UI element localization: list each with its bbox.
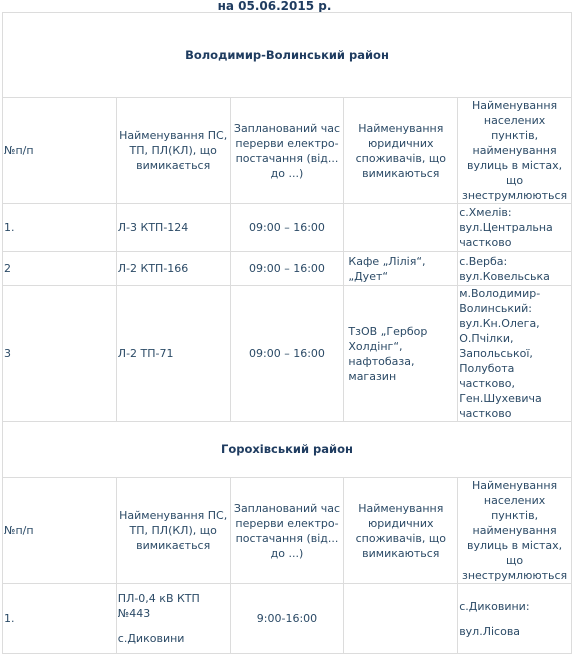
region-title: Горохівський район — [3, 422, 572, 478]
row-location-line1: с.Диковини: — [459, 599, 530, 613]
header-locations: Найменування населених пунктів, найменування вулиць в містах, що знеструмлюються — [458, 98, 572, 204]
table-row — [3, 286, 572, 422]
header-consumers: Найменування юридичних споживачів, що вимикаються — [344, 98, 458, 204]
table-header-row — [3, 478, 572, 584]
row-name-line1: ПЛ-0,4 кВ КТП №443 — [117, 592, 200, 620]
region-row — [3, 422, 572, 478]
header-name: Найменування ПС, ТП, ПЛ(КЛ), що вимикається — [116, 478, 230, 584]
header-locations: Найменування населених пунктів, найменування вулиць в містах, що знеструмлюються — [458, 478, 572, 584]
row-name: Л-2 КТП-166 — [116, 252, 230, 286]
row-consumers — [344, 584, 458, 654]
table-row — [3, 204, 572, 252]
row-time: 9:00-16:00 — [230, 584, 344, 654]
row-time: 09:00 – 16:00 — [230, 286, 344, 422]
row-name — [116, 584, 230, 654]
region-title: Володимир-Волинський район — [3, 13, 572, 98]
outage-table — [2, 12, 572, 654]
header-num: №п/п — [3, 98, 117, 204]
row-consumers: Кафе „Лілія“, „Дует“ — [344, 252, 458, 286]
header-consumers: Найменування юридичних споживачів, що вимикаються — [344, 478, 458, 584]
row-num: 2 — [3, 252, 117, 286]
row-location — [458, 584, 572, 654]
header-num: №п/п — [3, 478, 117, 584]
row-name: Л-2 ТП-71 — [116, 286, 230, 422]
row-num: 1. — [3, 204, 117, 252]
table-row — [3, 252, 572, 286]
row-location: с.Верба: вул.Ковельська — [458, 252, 572, 286]
row-name-line2: с.Диковини — [117, 632, 185, 645]
header-name: Найменування ПС, ТП, ПЛ(КЛ), що вимикається — [116, 98, 230, 204]
row-time: 09:00 – 16:00 — [230, 252, 344, 286]
region-row — [3, 13, 572, 98]
row-num: 3 — [3, 286, 117, 422]
spacer — [118, 621, 229, 631]
row-consumers — [344, 204, 458, 252]
row-consumers: ТзОВ „Гербор Холдінг“, нафтобаза, магазин — [344, 286, 458, 422]
spacer — [459, 614, 570, 624]
row-time: 09:00 – 16:00 — [230, 204, 344, 252]
date-title: на 05.06.2015 р. — [217, 0, 332, 13]
table-header-row — [3, 98, 572, 204]
header-time: Запланований час перерви електро-постачання (від... до ...) — [230, 478, 344, 584]
row-name: Л-3 КТП-124 — [116, 204, 230, 252]
row-num: 1. — [3, 584, 117, 654]
row-location: с.Хмелів: вул.Центральна частково — [458, 204, 572, 252]
row-location: м.Володимир-Волинський: вул.Кн.Олега, О.Пчілки, Запольської, Полубота частково, Ген.Шухевича частково — [458, 286, 572, 422]
table-row — [3, 584, 572, 654]
header-time: Запланований час перерви електро-постачання (від... до ...) — [230, 98, 344, 204]
row-location-line2: вул.Лісова — [459, 624, 521, 638]
